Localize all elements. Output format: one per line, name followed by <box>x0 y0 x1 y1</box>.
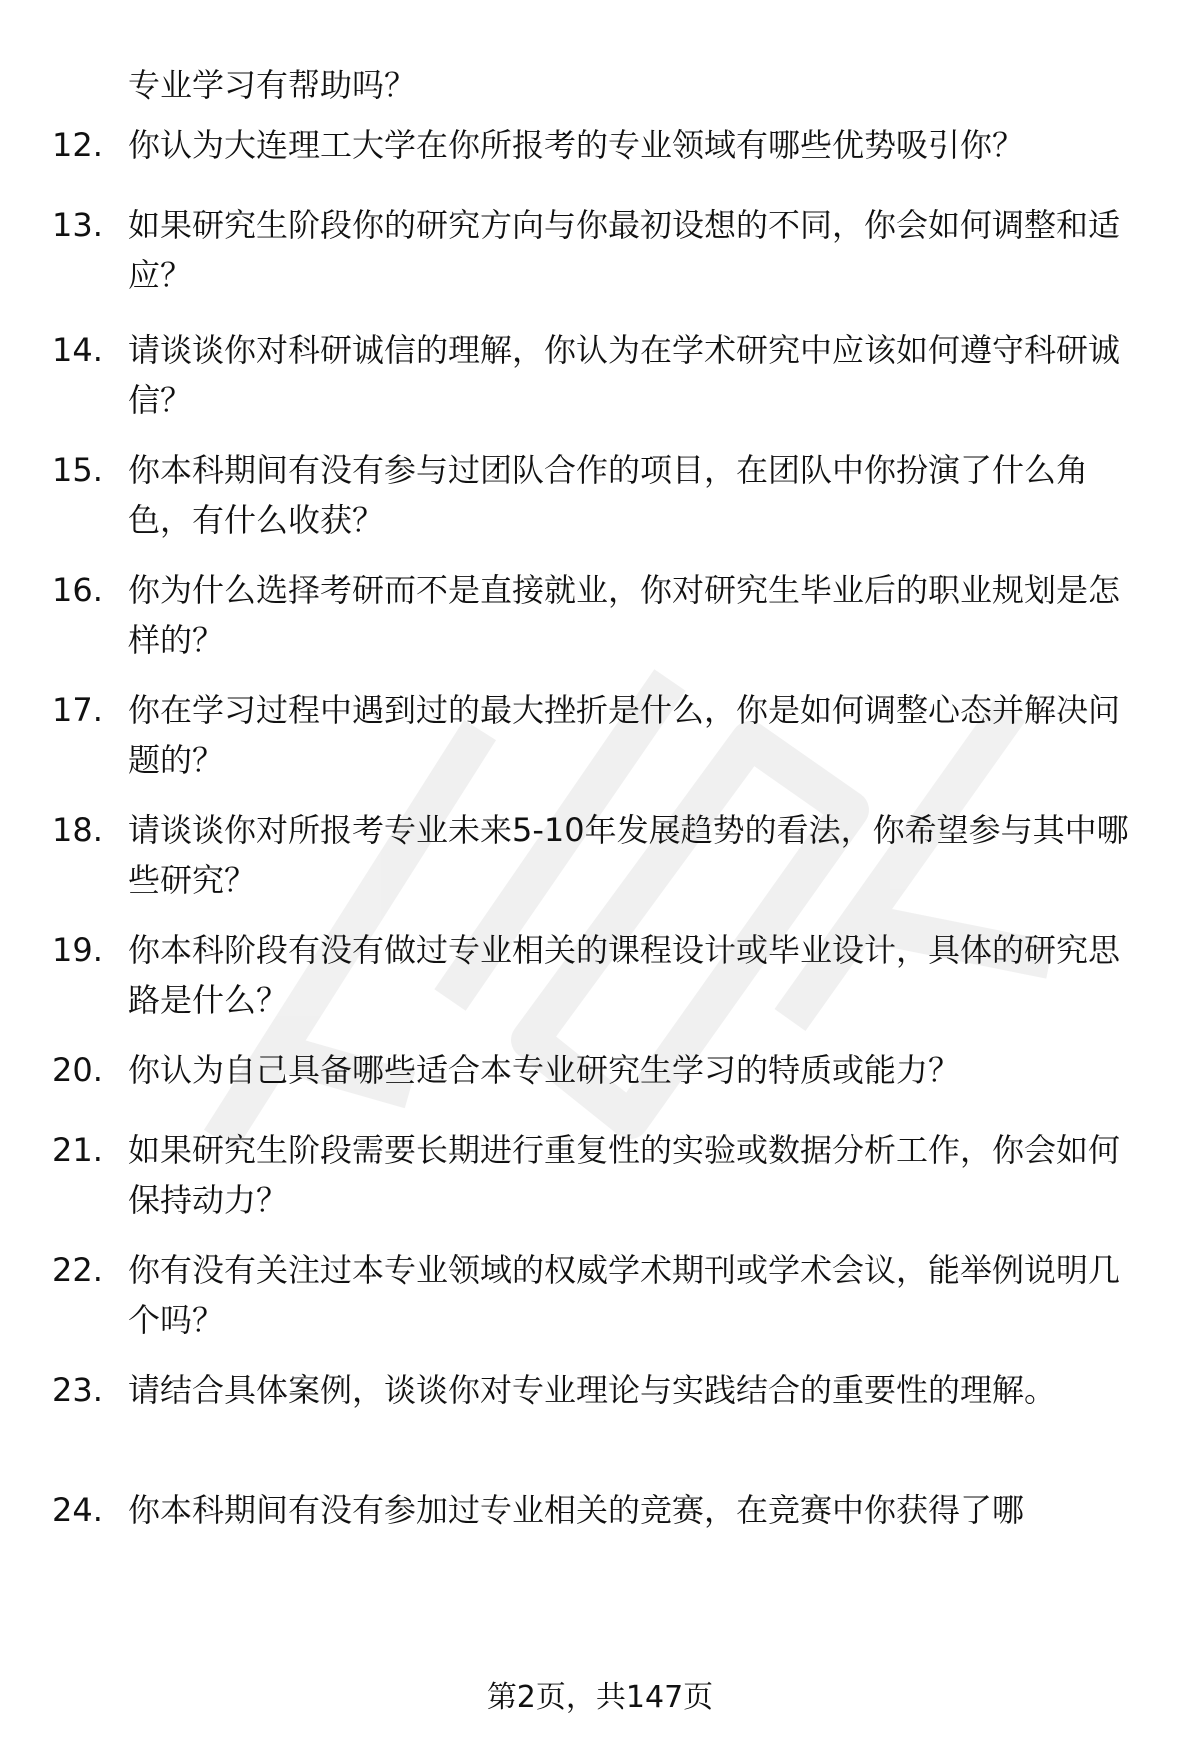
question-number: 21. <box>52 1131 103 1169</box>
question-text: 你认为大连理工大学在你所报考的专业领域有哪些优势吸引你？ <box>128 126 1025 164</box>
question-text: 你为什么选择考研而不是直接就业，你对研究生毕业后的职业规划是怎样的？ <box>128 571 1121 659</box>
question-number: 19. <box>52 931 103 969</box>
continuation-line: 专业学习有帮助吗？ <box>128 66 417 104</box>
question-number: 22. <box>52 1251 103 1289</box>
question-text: 你认为自己具备哪些适合本专业研究生学习的特质或能力？ <box>128 1051 961 1089</box>
question-text: 你本科期间有没有参与过团队合作的项目，在团队中你扮演了什么角色，有什么收获？ <box>128 451 1089 539</box>
question-text: 你有没有关注过本专业领域的权威学术期刊或学术会议，能举例说明几个吗？ <box>128 1251 1121 1339</box>
question-number: 23. <box>52 1371 103 1409</box>
page-number-footer: 第2页，共147页 <box>486 1680 714 1715</box>
question-number: 20. <box>52 1051 103 1089</box>
question-number: 15. <box>52 451 103 489</box>
question-number: 14. <box>52 331 103 369</box>
question-number: 12. <box>52 126 103 164</box>
question-number: 16. <box>52 571 103 609</box>
question-number: 24. <box>52 1491 103 1529</box>
question-text: 如果研究生阶段你的研究方向与你最初设想的不同，你会如何调整和适应？ <box>128 206 1121 294</box>
question-text: 如果研究生阶段需要长期进行重复性的实验或数据分析工作，你会如何保持动力？ <box>128 1131 1121 1219</box>
question-text: 你在学习过程中遇到过的最大挫折是什么，你是如何调整心态并解决问题的？ <box>128 691 1121 779</box>
question-text: 你本科阶段有没有做过专业相关的课程设计或毕业设计，具体的研究思路是什么？ <box>128 931 1121 1019</box>
question-number: 13. <box>52 206 103 244</box>
question-number: 17. <box>52 691 103 729</box>
question-text: 请结合具体案例，谈谈你对专业理论与实践结合的重要性的理解。 <box>128 1371 1057 1409</box>
question-number: 18. <box>52 811 103 849</box>
question-text: 请谈谈你对所报考专业未来5-10年发展趋势的看法，你希望参与其中哪些研究？ <box>128 811 1129 899</box>
question-text: 你本科期间有没有参加过专业相关的竞赛，在竞赛中你获得了哪 <box>128 1491 1025 1529</box>
question-text: 请谈谈你对科研诚信的理解，你认为在学术研究中应该如何遵守科研诚信？ <box>128 331 1121 419</box>
